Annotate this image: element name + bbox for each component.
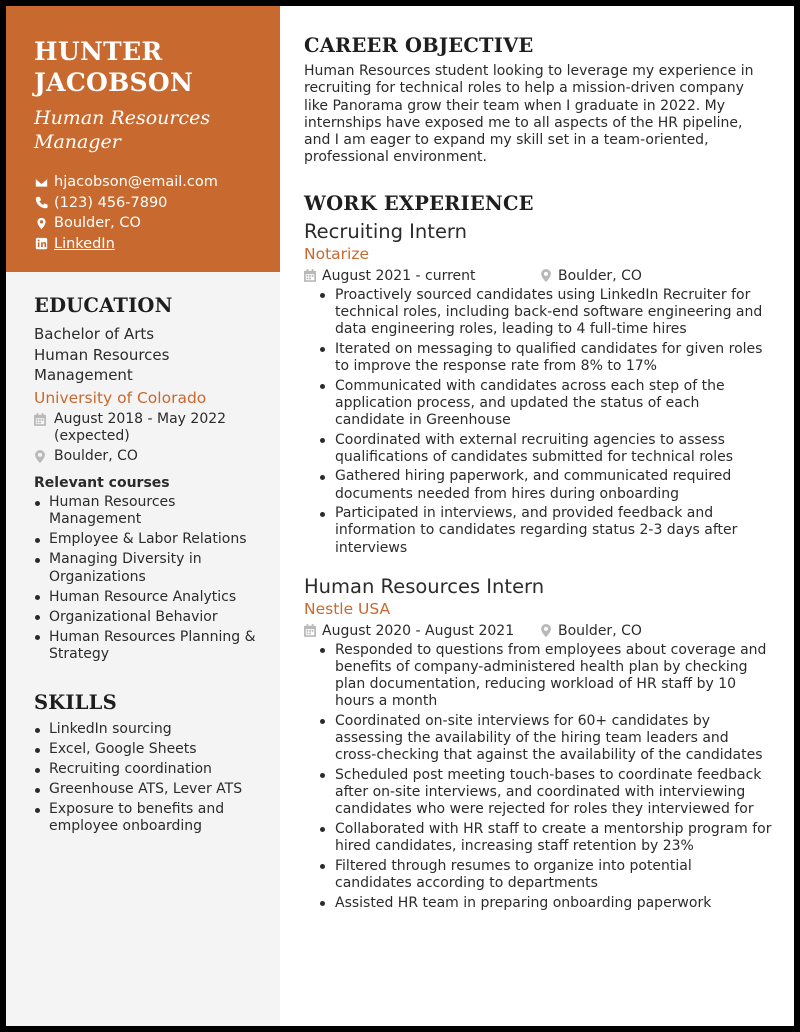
list-item: Excel, Google Sheets: [34, 741, 262, 758]
calendar-icon: [304, 624, 316, 637]
job-role: Human Resources Intern: [304, 574, 545, 598]
objective-heading: CAREER OBJECTIVE: [304, 34, 534, 57]
title-line-1: Human Resources: [34, 107, 211, 129]
job-dates-text: August 2021 - current: [322, 267, 476, 284]
sidebar-body: [6, 272, 280, 836]
list-item: Coordinated with external recruiting agencies to assess qualifications of candidates submitted for technical roles: [319, 432, 772, 466]
list-item: Coordinated on-site interviews for 60+ candidates by assessing the availability of the hiring team leaders and cross-checking that against the availability of the candidates: [319, 713, 772, 765]
list-item: Assisted HR team in preparing onboarding paperwork: [319, 895, 772, 912]
job-bullets: [304, 642, 772, 912]
contact-info: [34, 172, 260, 254]
list-item: LinkedIn sourcing: [34, 721, 262, 738]
objective-text: Human Resources student looking to leverage my experience in recruiting for technical roles to help a mission-driven company like Panorama grow their team when I graduate in 2022. My internships have exposed me to all aspects of the HR pipeline, and I am eager to expand my skill set in a team-oriented, professional environment.: [304, 63, 754, 166]
location-row: [34, 213, 260, 234]
list-item: Collaborated with HR staff to create a mentorship program for hired candidates, increasing staff retention by 23%: [319, 821, 772, 855]
list-item: Exposure to benefits and employee onboarding: [34, 801, 262, 836]
email-row: [34, 172, 260, 193]
list-item: Organizational Behavior: [34, 609, 262, 626]
list-item: Human Resource Analytics: [34, 589, 262, 606]
main-content: [280, 6, 794, 1026]
job-entry: [304, 575, 772, 912]
list-item: Participated in interviews, and provided feedback and information to candidates regarding status 2-3 days after interviews: [319, 505, 772, 557]
email-text[interactable]: hjacobson@email.com: [54, 174, 218, 191]
list-item: Responded to questions from employees about coverage and benefits of company-administered health plan by checking plan documentation, reducing workload of HR staff by 10 hours a month: [319, 642, 772, 711]
skills-list: [34, 721, 262, 836]
job-location-text: Boulder, CO: [558, 267, 642, 284]
title-line-2: Manager: [34, 131, 121, 153]
company-name: Notarize: [304, 244, 370, 263]
map-pin-icon: [34, 216, 48, 230]
list-item: Human Resources Management: [34, 494, 262, 529]
name-line-1: HUNTER: [34, 37, 163, 66]
list-item: Managing Diversity in Organizations: [34, 551, 262, 586]
school-name: University of Colorado: [34, 388, 207, 407]
work-heading: WORK EXPERIENCE: [304, 191, 534, 215]
resume-page: [6, 6, 794, 1026]
name-line-2: JACOBSON: [34, 68, 194, 97]
list-item: Human Resources Planning & Strategy: [34, 629, 262, 664]
job-meta: [304, 621, 772, 641]
job-location: [540, 266, 642, 286]
job-bullets: [304, 287, 772, 557]
calendar-icon: [304, 269, 316, 282]
list-item: Gathered hiring paperwork, and communicated required documents needed from hires during onboarding: [319, 468, 772, 502]
phone-icon: [34, 196, 48, 210]
edu-location-text: Boulder, CO: [54, 447, 138, 464]
list-item: Greenhouse ATS, Lever ATS: [34, 781, 262, 798]
resume-header: [6, 6, 280, 272]
location-text: Boulder, CO: [54, 215, 141, 232]
envelope-icon: [34, 175, 48, 189]
education-dates: [34, 411, 262, 446]
calendar-icon: [34, 411, 48, 432]
job-dates-text: August 2020 - August 2021: [322, 622, 515, 639]
job-role: Recruiting Intern: [304, 219, 467, 243]
job-entry: [304, 220, 772, 557]
linkedin-icon: [34, 237, 48, 251]
phone-text[interactable]: (123) 456-7890: [54, 194, 168, 211]
map-pin-icon: [34, 448, 48, 469]
candidate-name: [34, 36, 260, 98]
degree-line-2: Human Resources: [34, 345, 170, 364]
job-location: [540, 621, 642, 641]
list-item: Filtered through resumes to organize into potential candidates according to departments: [319, 858, 772, 892]
list-item: Communicated with candidates across each step of the application process, and updated the status of each candidate in Greenhouse: [319, 378, 772, 430]
job-dates: [304, 266, 540, 286]
map-pin-icon: [540, 624, 552, 637]
courses-heading: Relevant courses: [34, 475, 170, 491]
edu-dates-line-1: August 2018 - May 2022: [54, 410, 227, 427]
courses-list: [34, 494, 262, 663]
degree-line-3: Management: [34, 366, 133, 384]
list-item: Scheduled post meeting touch-bases to coordinate feedback after on-site interviews, and coordinated with interviewing candidates who were rejected for roles they interviewed for: [319, 767, 772, 819]
job-dates: [304, 621, 540, 641]
job-location-text: Boulder, CO: [558, 622, 642, 639]
job-title: [34, 106, 260, 154]
sidebar: [6, 6, 280, 1026]
linkedin-row: [34, 234, 260, 255]
map-pin-icon: [540, 269, 552, 282]
degree-line-1: Bachelor of Arts: [34, 325, 155, 343]
linkedin-link[interactable]: LinkedIn: [54, 235, 115, 252]
education-location: [34, 448, 262, 469]
edu-dates-line-2: (expected): [54, 428, 130, 444]
list-item: Proactively sourced candidates using LinkedIn Recruiter for technical roles, including back-end software engineering and data engineering roles, leading to 4 full-time hires: [319, 287, 772, 339]
skills-heading: SKILLS: [34, 691, 117, 715]
education-heading: EDUCATION: [34, 294, 173, 317]
company-name: Nestle USA: [304, 599, 391, 618]
list-item: Iterated on messaging to qualified candidates for given roles to improve the response rate from 8% to 17%: [319, 341, 772, 375]
list-item: Recruiting coordination: [34, 761, 262, 778]
job-meta: [304, 266, 772, 286]
list-item: Employee & Labor Relations: [34, 531, 262, 548]
phone-row: [34, 193, 260, 214]
